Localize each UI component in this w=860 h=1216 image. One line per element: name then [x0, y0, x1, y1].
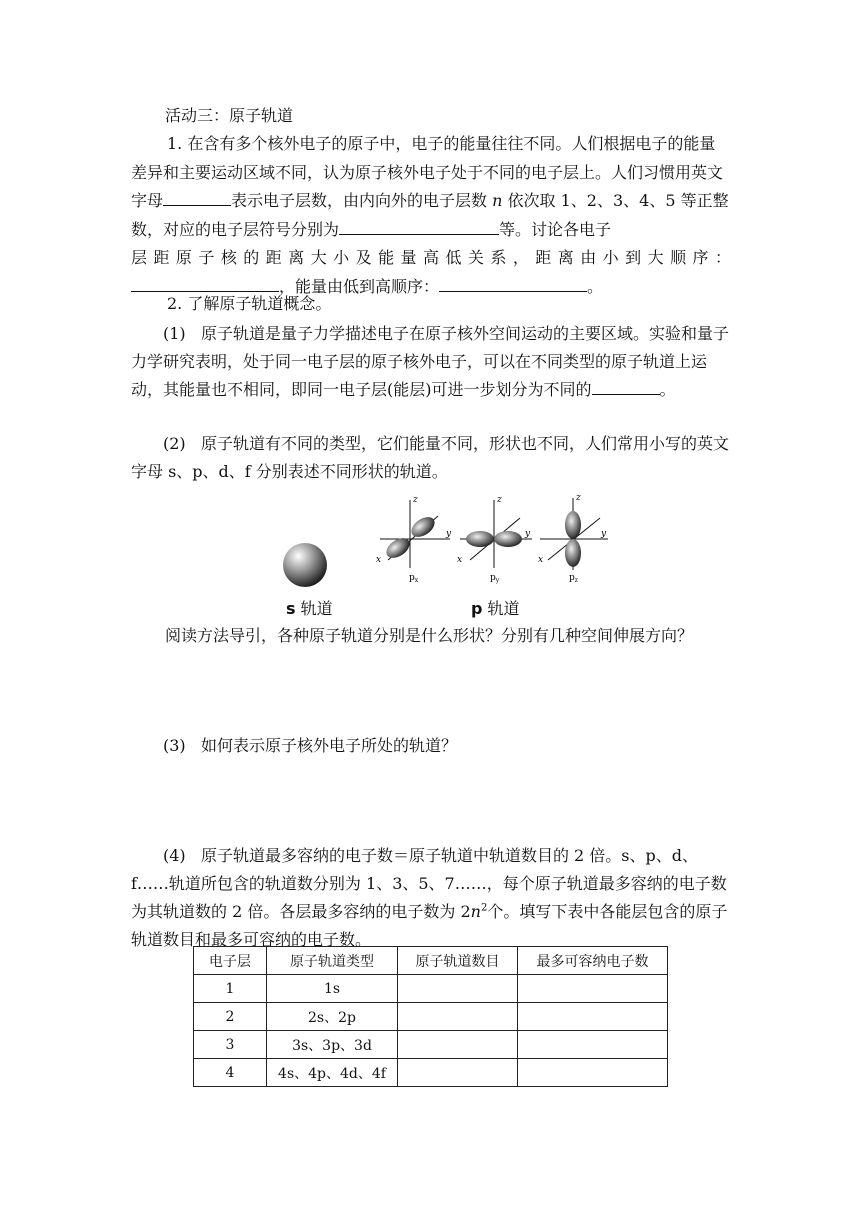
item-2-number: (2)	[163, 434, 186, 453]
cell-max-electrons-blank[interactable]	[518, 1059, 668, 1087]
paragraph-item-2	[131, 430, 731, 486]
cell-orbital-count-blank[interactable]	[398, 1059, 518, 1087]
paragraph-item-4	[131, 842, 731, 954]
p1-text-f: ，能量由低到高顺序：	[279, 276, 440, 296]
cell-orbital-count-blank[interactable]	[398, 975, 518, 1003]
px-axis-z: z	[413, 495, 418, 505]
p1-text-e: 层距原子核的距离大小及能量高低关系，距离由小到大顺序：	[131, 248, 731, 267]
blank-layer-symbols[interactable]	[339, 217, 499, 235]
px-orbital-diagram	[376, 495, 452, 584]
p1-text-g: 。	[587, 276, 604, 296]
table-row	[194, 1031, 668, 1059]
paragraph-item-1	[131, 320, 731, 404]
item-4-text-b: 个。填写下表中各能层包含的原子轨道数目和最多可容纳的电子数。	[131, 902, 728, 949]
cell-max-electrons-blank[interactable]	[518, 975, 668, 1003]
blank-distance-order[interactable]	[131, 274, 279, 292]
item-4-number: (4)	[163, 846, 186, 865]
blank-sublevels[interactable]	[592, 377, 660, 395]
header-layer: 电子层	[194, 947, 267, 975]
item-4-text-a: 原子轨道最多容纳的电子数＝原子轨道中轨道数目的 2 倍。s、p、d、f……轨道所包含的轨道数分别为 1、3、5、7……，每个原子轨道最多容纳的电子数为其轨道数的 2 倍。各层最多容纳的电子数为 2	[131, 846, 727, 921]
item-1-number: (1)	[163, 324, 186, 343]
item-1-end: 。	[659, 380, 676, 399]
cell-layer: 4	[194, 1059, 267, 1087]
item-1-text: 原子轨道是量子力学描述电子在原子核外空间运动的主要区域。实验和量子力学研究表明，处于同一电子层的原子核外电子，可以在不同类型的原子轨道上运动，其能量也不相同，即同一电子层(能层)可进一步划分为不同的	[131, 324, 729, 399]
cell-orbital-types: 3s、3p、3d	[267, 1031, 398, 1059]
table-row	[194, 1059, 668, 1087]
cell-orbital-types: 1s	[267, 975, 398, 1003]
cell-max-electrons-blank[interactable]	[518, 1003, 668, 1031]
p1-text-a: 1. 在含有多个核外电子的原子中，电子的能量往往不同。人们根据电子的能量差异和主要运动区域不同，认为原子核外电子处于不同的电子层上。人们习惯用英文字母	[131, 134, 724, 210]
blank-energy-order[interactable]	[439, 274, 587, 292]
paragraph-item-3	[131, 732, 731, 760]
px-axis-x: x	[376, 555, 382, 565]
s-orbital-caption: s 轨道	[286, 599, 333, 618]
cell-orbital-types: 4s、4p、4d、4f	[267, 1059, 398, 1087]
paragraph-orbital-concept: 2. 了解原子轨道概念。	[167, 294, 332, 313]
item-4-superscript: 2	[480, 902, 488, 914]
py-label: $p_y$	[490, 573, 500, 584]
table-header-row	[194, 947, 668, 975]
cell-orbital-count-blank[interactable]	[398, 1031, 518, 1059]
table-row	[194, 975, 668, 1003]
pz-orbital-diagram	[538, 493, 608, 584]
p-orbital-caption: p 轨道	[471, 599, 520, 618]
header-max-electrons: 最多可容纳电子数	[518, 947, 668, 975]
item-3-text: 如何表示原子核外电子所处的轨道？	[200, 736, 457, 755]
table-row	[194, 1003, 668, 1031]
p1-text-c: 依次取 1、2、3、4、5 等正整数，对应的电子层符号分别为	[131, 191, 729, 239]
py-axis-x: x	[457, 555, 463, 565]
py-orbital-diagram	[457, 495, 532, 584]
paragraph-electron-layers	[131, 130, 731, 301]
reading-question: 阅读方法导引，各种原子轨道分别是什么形状？分别有几种空间伸展方向？	[165, 626, 694, 645]
p1-n-variable: n	[492, 191, 503, 210]
item-4-n-variable: n	[470, 902, 481, 921]
blank-layer-letter[interactable]	[163, 188, 231, 206]
section-title: 活动三：原子轨道	[165, 106, 294, 125]
py-axis-y: y	[525, 529, 531, 539]
item-2-text: 原子轨道有不同的类型，它们能量不同，形状也不同，人们常用小写的英文字母 s、p、d、f 分别表述不同形状的轨道。	[131, 434, 729, 481]
pz-axis-y: y	[601, 529, 607, 539]
orbital-table	[193, 946, 668, 1087]
cell-layer: 3	[194, 1031, 267, 1059]
pz-axis-x: x	[538, 555, 544, 565]
cell-layer: 1	[194, 975, 267, 1003]
p1-text-b: 表示电子层数，由内向外的电子层数	[231, 191, 488, 210]
cell-orbital-types: 2s、2p	[267, 1003, 398, 1031]
header-orbital-count: 原子轨道数目	[398, 947, 518, 975]
pz-axis-z: z	[576, 493, 581, 503]
cell-layer: 2	[194, 1003, 267, 1031]
px-label: $p_x$	[409, 573, 419, 584]
py-axis-z: z	[497, 495, 502, 505]
cell-orbital-count-blank[interactable]	[398, 1003, 518, 1031]
px-axis-y: y	[446, 529, 452, 539]
header-orbital-types: 原子轨道类型	[267, 947, 398, 975]
p1-text-d: 等。讨论各电子	[499, 219, 612, 239]
item-3-number: (3)	[163, 736, 186, 755]
cell-max-electrons-blank[interactable]	[518, 1031, 668, 1059]
pz-label: $p_z$	[569, 573, 578, 584]
s-orbital-sphere	[283, 543, 327, 587]
